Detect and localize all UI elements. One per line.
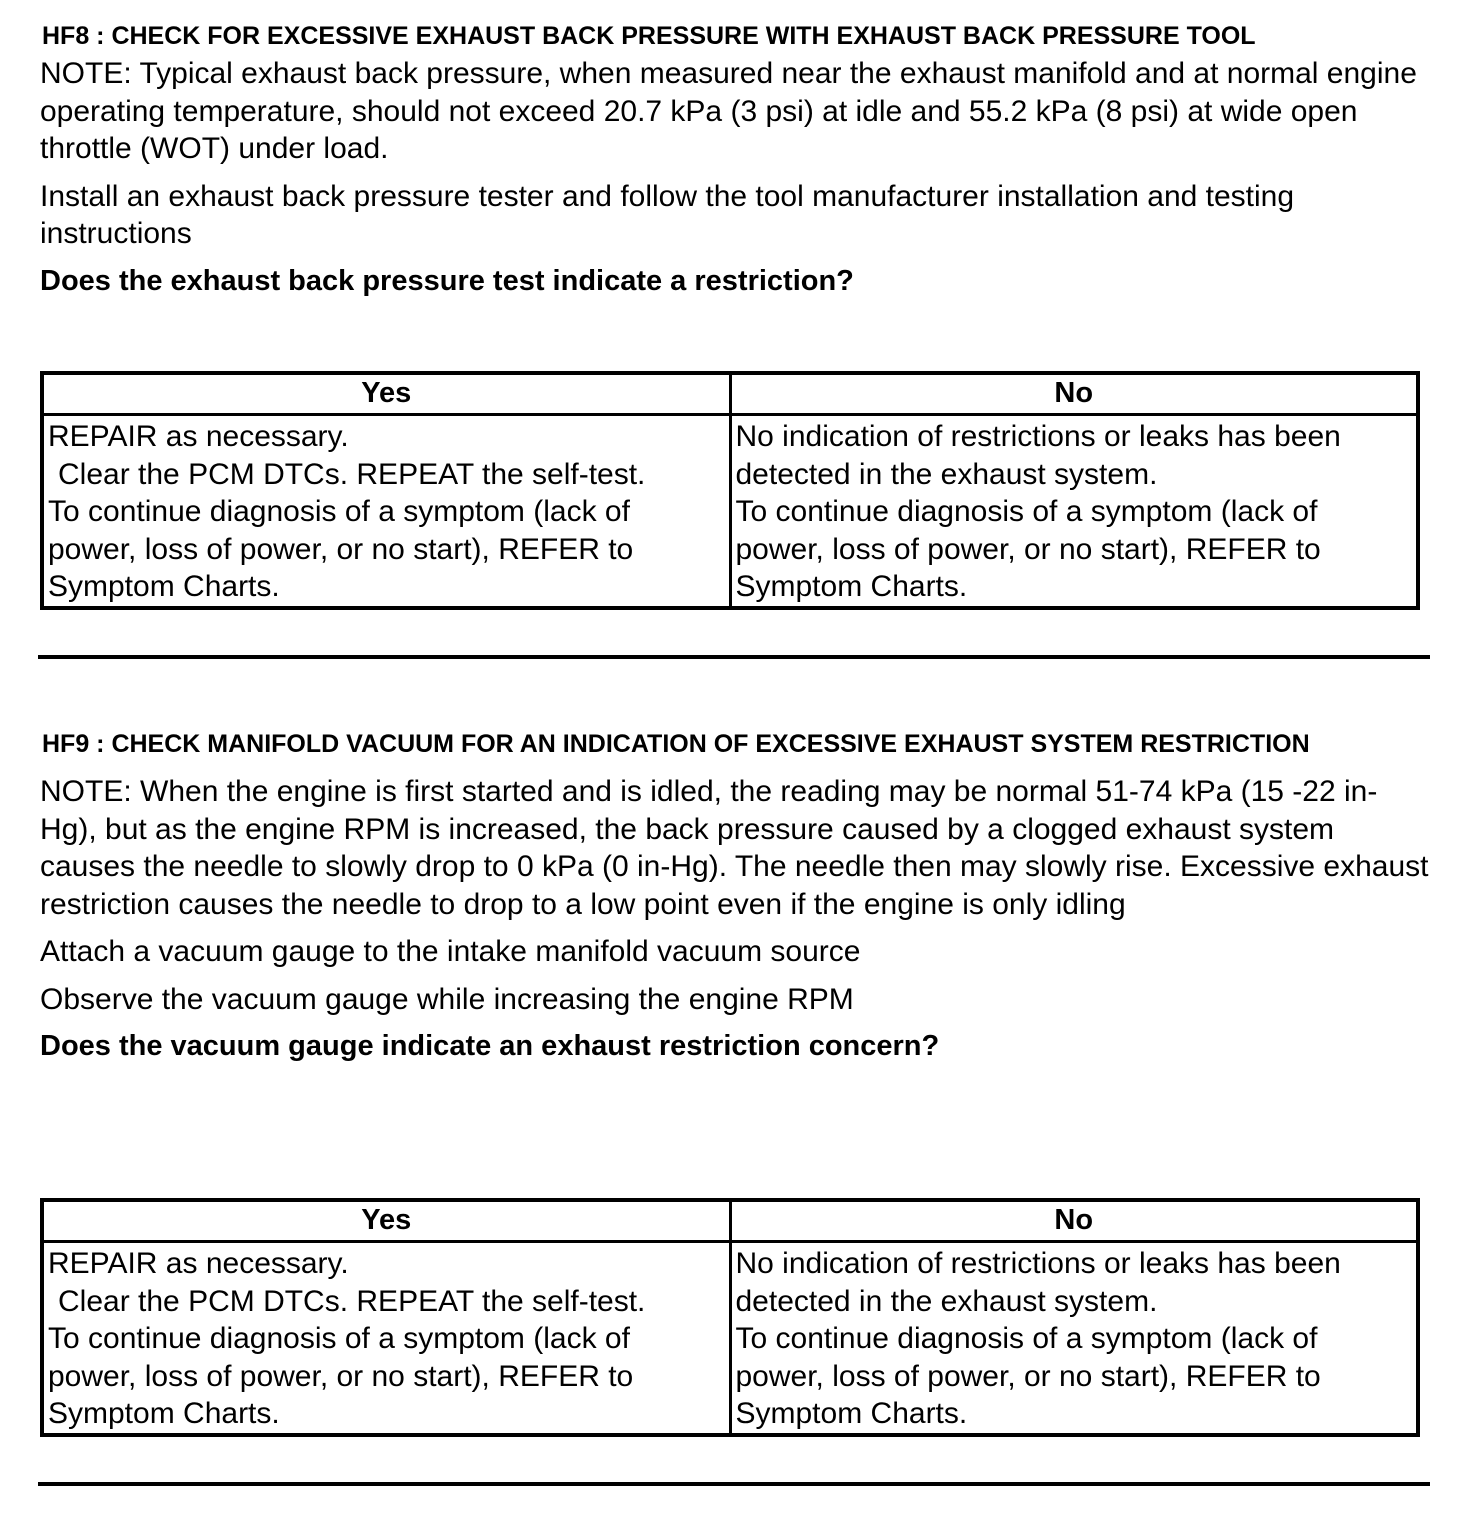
no-action-line: To continue diagnosis of a symptom (lack of power, loss of power, or no start), REFER to Symptom Charts. [735,1322,1321,1430]
step-hf8 [40,18,1432,300]
table-header-row [42,1200,1418,1242]
no-action-line: No indication of restrictions or leaks has been detected in the exhaust system. [735,420,1341,491]
step-heading: HF9 : CHECK MANIFOLD VACUUM FOR AN INDICATION OF EXCESSIVE EXHAUST SYSTEM RESTRICTION [42,730,1310,758]
decision-table-hf8 [40,371,1420,610]
no-header: No [730,373,1418,415]
instruction-text: Install an exhaust back pressure tester and follow the tool manufacturer installation and testing instructions [40,179,1295,250]
yes-action-line: To continue diagnosis of a symptom (lack of power, loss of power, or no start), REFER to Symptom Charts. [48,1322,634,1430]
no-action-line: No indication of restrictions or leaks has been detected in the exhaust system. [735,1247,1341,1318]
yes-action-cell [42,415,730,608]
no-action-line: To continue diagnosis of a symptom (lack of power, loss of power, or no start), REFER to Symptom Charts. [735,495,1321,603]
note-text: NOTE: When the engine is first started and is idled, the reading may be normal 51-74 kPa (15 -22 in-Hg), but as the engine RPM is increased, the back pressure caused by a clogged exhaust system causes the needle to slowly drop to 0 kPa (0 in-Hg). The needle then may slowly rise. Excessive exhaust restriction causes the needle to drop to a low point even if the engine is only idling [40,775,1429,921]
table-row [42,415,1418,608]
step-heading: HF8 : CHECK FOR EXCESSIVE EXHAUST BACK PRESSURE WITH EXHAUST BACK PRESSURE TOOL [42,22,1256,50]
yes-header: Yes [42,1200,730,1242]
yes-header: Yes [42,373,730,415]
no-header: No [730,1200,1418,1242]
instruction-text: Observe the vacuum gauge while increasing the engine RPM [40,982,854,1016]
no-action-cell [730,415,1418,608]
question-text: Does the vacuum gauge indicate an exhaust restriction concern? [40,1030,940,1062]
no-action-cell [730,1242,1418,1435]
note-text: NOTE: Typical exhaust back pressure, when measured near the exhaust manifold and at normal engine operating temperature, should not exceed 20.7 kPa (3 psi) at idle and 55.2 kPa (8 psi) at wide open throttle (WOT) under load. [40,57,1417,165]
table-header-row [42,373,1418,415]
table-row [42,1242,1418,1435]
yes-action-line: To continue diagnosis of a symptom (lack of power, loss of power, or no start), REFER to Symptom Charts. [48,495,634,603]
section-divider [38,655,1430,659]
yes-action-line: Clear the PCM DTCs. REPEAT the self-test. [58,1284,646,1318]
yes-action-cell [42,1242,730,1435]
yes-action-line: REPAIR as necessary. [48,1247,349,1280]
step-hf9 [40,726,1432,1066]
decision-table-hf9 [40,1198,1420,1437]
yes-action-line: REPAIR as necessary. [48,420,349,453]
question-text: Does the exhaust back pressure test indicate a restriction? [40,264,854,297]
instruction-text: Attach a vacuum gauge to the intake manifold vacuum source [40,935,861,968]
section-divider [38,1482,1430,1486]
yes-action-line: Clear the PCM DTCs. REPEAT the self-test. [58,457,646,491]
